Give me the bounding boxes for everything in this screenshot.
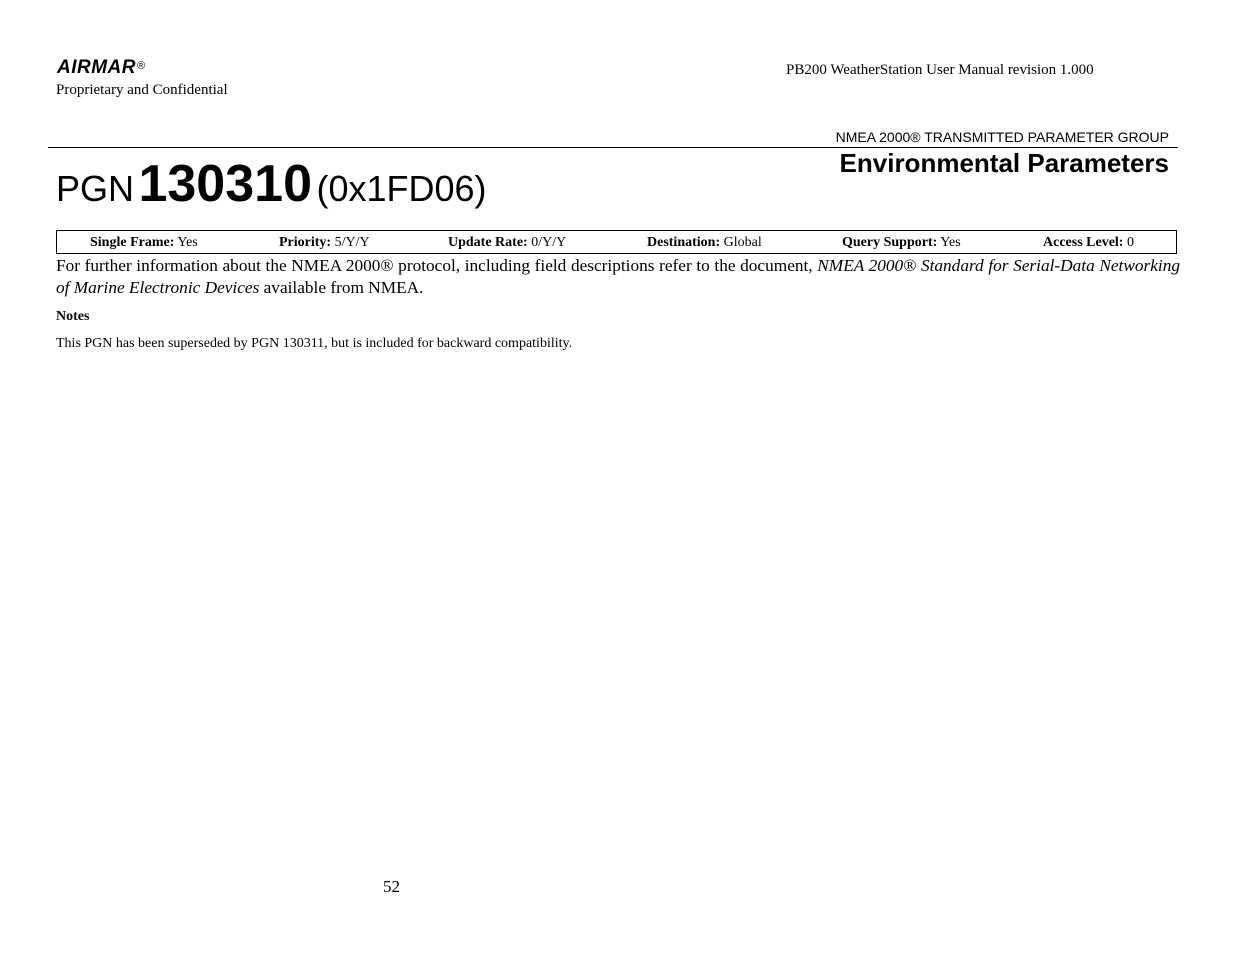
logo-text: AIRMAR	[57, 57, 136, 78]
pgn-prefix: PGN	[56, 168, 135, 209]
attr-value: 5/Y/Y	[334, 235, 370, 250]
attr-update-rate	[448, 234, 566, 251]
parameter-group-label: NMEA 2000® TRANSMITTED PARAMETER GROUP	[835, 129, 1169, 145]
confidentiality-notice: Proprietary and Confidential	[56, 82, 228, 98]
pgn-hex: (0x1FD06)	[316, 168, 487, 209]
attr-key: Destination:	[647, 235, 721, 250]
attr-value: 0/Y/Y	[531, 235, 567, 250]
notes-heading: Notes	[56, 309, 90, 324]
manual-title: PB200 WeatherStation User Manual revision 1.000	[786, 62, 1094, 78]
notes-text: This PGN has been superseded by PGN 130311, but is included for backward compatibility.	[56, 336, 573, 351]
airmar-logo	[57, 57, 146, 79]
attr-key: Access Level:	[1043, 235, 1124, 250]
parameter-group-title: Environmental Parameters	[839, 148, 1169, 178]
attr-key: Query Support:	[842, 235, 938, 250]
attr-query-support	[842, 234, 961, 251]
info-trail: available from NMEA.	[263, 278, 424, 297]
attr-value: Global	[723, 235, 762, 250]
pgn-heading	[56, 152, 487, 229]
registered-mark: ®	[137, 60, 146, 72]
attr-value: 0	[1126, 235, 1134, 250]
attr-access-level	[1043, 234, 1134, 251]
attr-single-frame	[90, 234, 198, 251]
reference-document-title: NMEA 2000® Standard for Serial-Data Networking of Marine Electronic Devices	[56, 256, 1180, 297]
attr-value: Yes	[940, 235, 961, 250]
attr-value: Yes	[177, 235, 198, 250]
pgn-attributes-bar	[56, 230, 1177, 254]
attr-key: Update Rate:	[448, 235, 528, 250]
pgn-number: 130310	[138, 155, 312, 213]
page-number: 52	[383, 877, 400, 896]
info-lead: For further information about the NMEA 2000® protocol, including field descriptions refer to the document,	[56, 256, 813, 275]
attr-destination	[647, 234, 762, 251]
attr-key: Single Frame:	[90, 235, 175, 250]
protocol-info-paragraph	[56, 255, 1180, 299]
attr-priority	[279, 234, 370, 251]
attr-key: Priority:	[279, 235, 332, 250]
